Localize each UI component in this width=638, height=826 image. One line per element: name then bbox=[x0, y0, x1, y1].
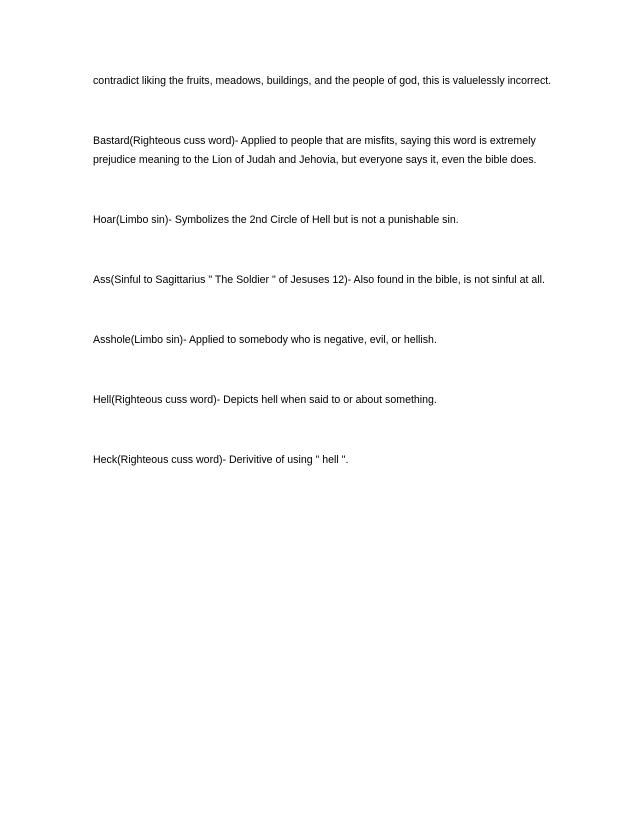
paragraph-contradict: contradict liking the fruits, meadows, buildings, and the people of god, this is valuelessly incorrect. bbox=[93, 75, 552, 87]
paragraph-ass: Ass(Sinful to Sagittarius " The Soldier " of Jesuses 12)- Also found in the bible, is not sinful at all. bbox=[93, 274, 545, 286]
paragraph-hell: Hell(Righteous cuss word)- Depicts hell when said to or about something. bbox=[93, 394, 437, 406]
paragraph-heck: Heck(Righteous cuss word)- Derivitive of using " hell ". bbox=[93, 454, 349, 466]
paragraph-bastard: Bastard(Righteous cuss word)- Applied to people that are misfits, saying this word is extremely prejudice meaning to the Lion of Judah and Jehovia, but everyone says it, even the bible does. bbox=[93, 135, 537, 166]
paragraph-hoar: Hoar(Limbo sin)- Symbolizes the 2nd Circle of Hell but is not a punishable sin. bbox=[93, 214, 459, 226]
paragraph-asshole: Asshole(Limbo sin)- Applied to somebody who is negative, evil, or hellish. bbox=[93, 334, 437, 346]
document-body bbox=[93, 72, 553, 470]
